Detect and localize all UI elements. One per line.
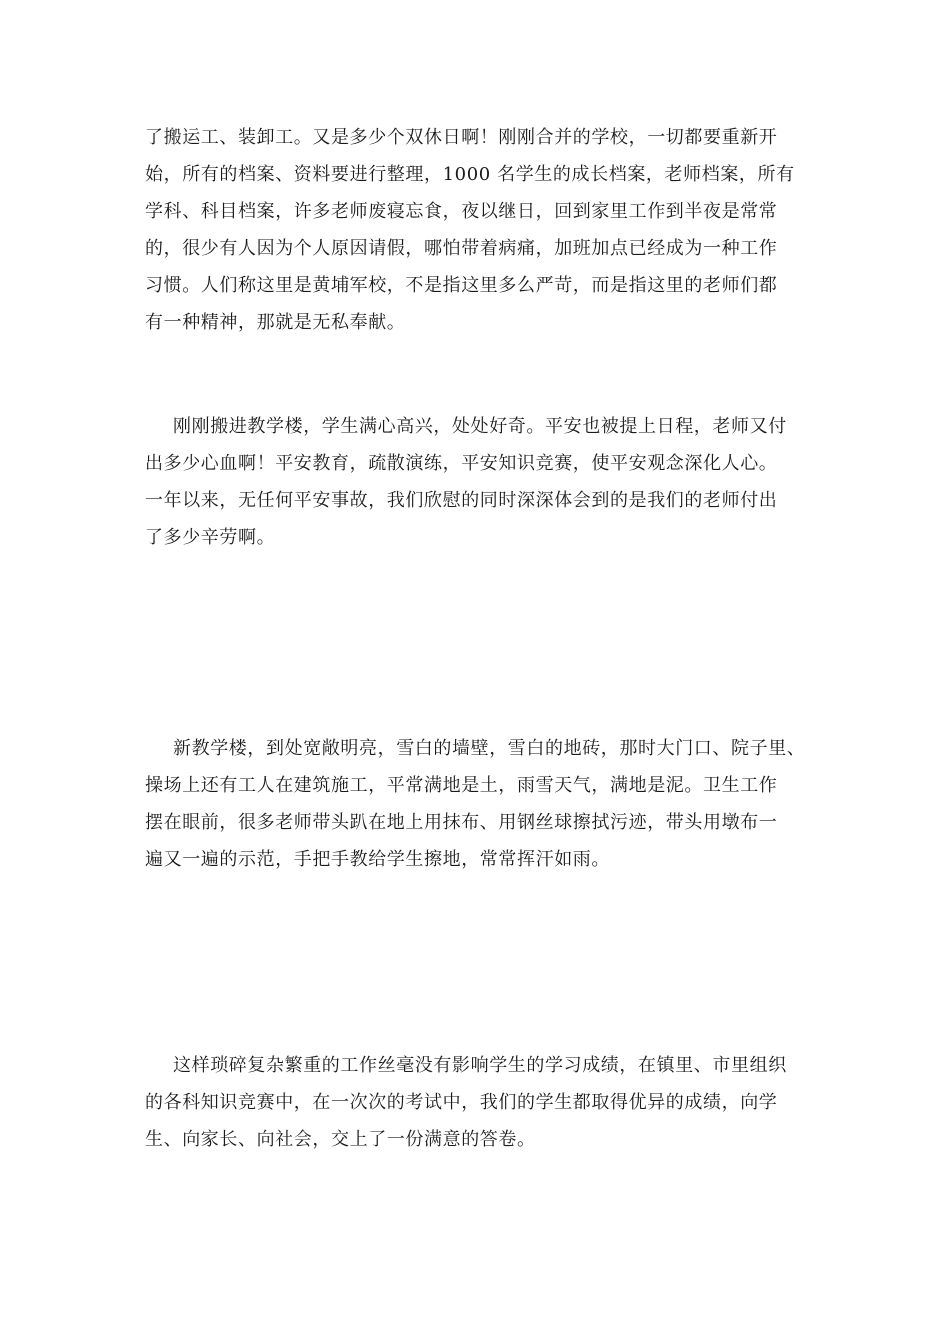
paragraph-line: 遍又一遍的示范，手把手教给学生擦地，常常挥汗如雨。 bbox=[145, 849, 610, 870]
paragraph-line: 习惯。人们称这里是黄埔军校，不是指这里多么严苛，而是指这里的老师们都 bbox=[145, 275, 778, 296]
paragraph-line: 的各科知识竞赛中，在一次次的考试中，我们的学生都取得优异的成绩，向学 bbox=[145, 1092, 778, 1113]
paragraph-line: 生、向家长、向社会，交上了一份满意的答卷。 bbox=[145, 1129, 536, 1150]
paragraph-line: 的，很少有人因为个人原因请假，哪怕带着病痛，加班加点已经成为一种工作 bbox=[145, 238, 778, 259]
paragraph-2 bbox=[145, 408, 815, 556]
paragraph-line: 出多少心血啊！平安教育，疏散演练，平安知识竞赛，使平安观念深化人心。 bbox=[145, 453, 778, 474]
paragraph-1 bbox=[145, 119, 815, 341]
paragraph-line: 学科、科目档案，许多老师废寝忘食，夜以继日，回到家里工作到半夜是常常 bbox=[145, 201, 778, 222]
paragraph-line: 新教学楼，到处宽敞明亮，雪白的墙壁，雪白的地砖，那时大门口、院子里、 bbox=[173, 738, 806, 759]
paragraph-line: 了多少辛劳啊。 bbox=[145, 527, 276, 548]
paragraph-3 bbox=[145, 730, 815, 878]
paragraph-line: 了搬运工、装卸工。又是多少个双休日啊！刚刚合并的学校，一切都要重新开 bbox=[145, 127, 778, 148]
paragraph-line: 始，所有的档案、资料要进行整理，1000 名学生的成长档案，老师档案，所有 bbox=[145, 164, 795, 185]
paragraph-line: 刚刚搬进教学楼，学生满心高兴，处处好奇。平安也被提上日程，老师又付 bbox=[173, 416, 787, 437]
paragraph-line: 有一种精神，那就是无私奉献。 bbox=[145, 312, 406, 333]
paragraph-line: 操场上还有工人在建筑施工，平常满地是土，雨雪天气，满地是泥。卫生工作 bbox=[145, 775, 778, 796]
paragraph-line: 摆在眼前，很多老师带头趴在地上用抹布、用钢丝球擦拭污迹，带头用墩布一 bbox=[145, 812, 778, 833]
paragraph-line: 一年以来，无任何平安事故，我们欣慰的同时深深体会到的是我们的老师付出 bbox=[145, 490, 778, 511]
paragraph-4 bbox=[145, 1047, 815, 1158]
paragraph-line: 这样琐碎复杂繁重的工作丝毫没有影响学生的学习成绩，在镇里、市里组织 bbox=[173, 1055, 787, 1076]
